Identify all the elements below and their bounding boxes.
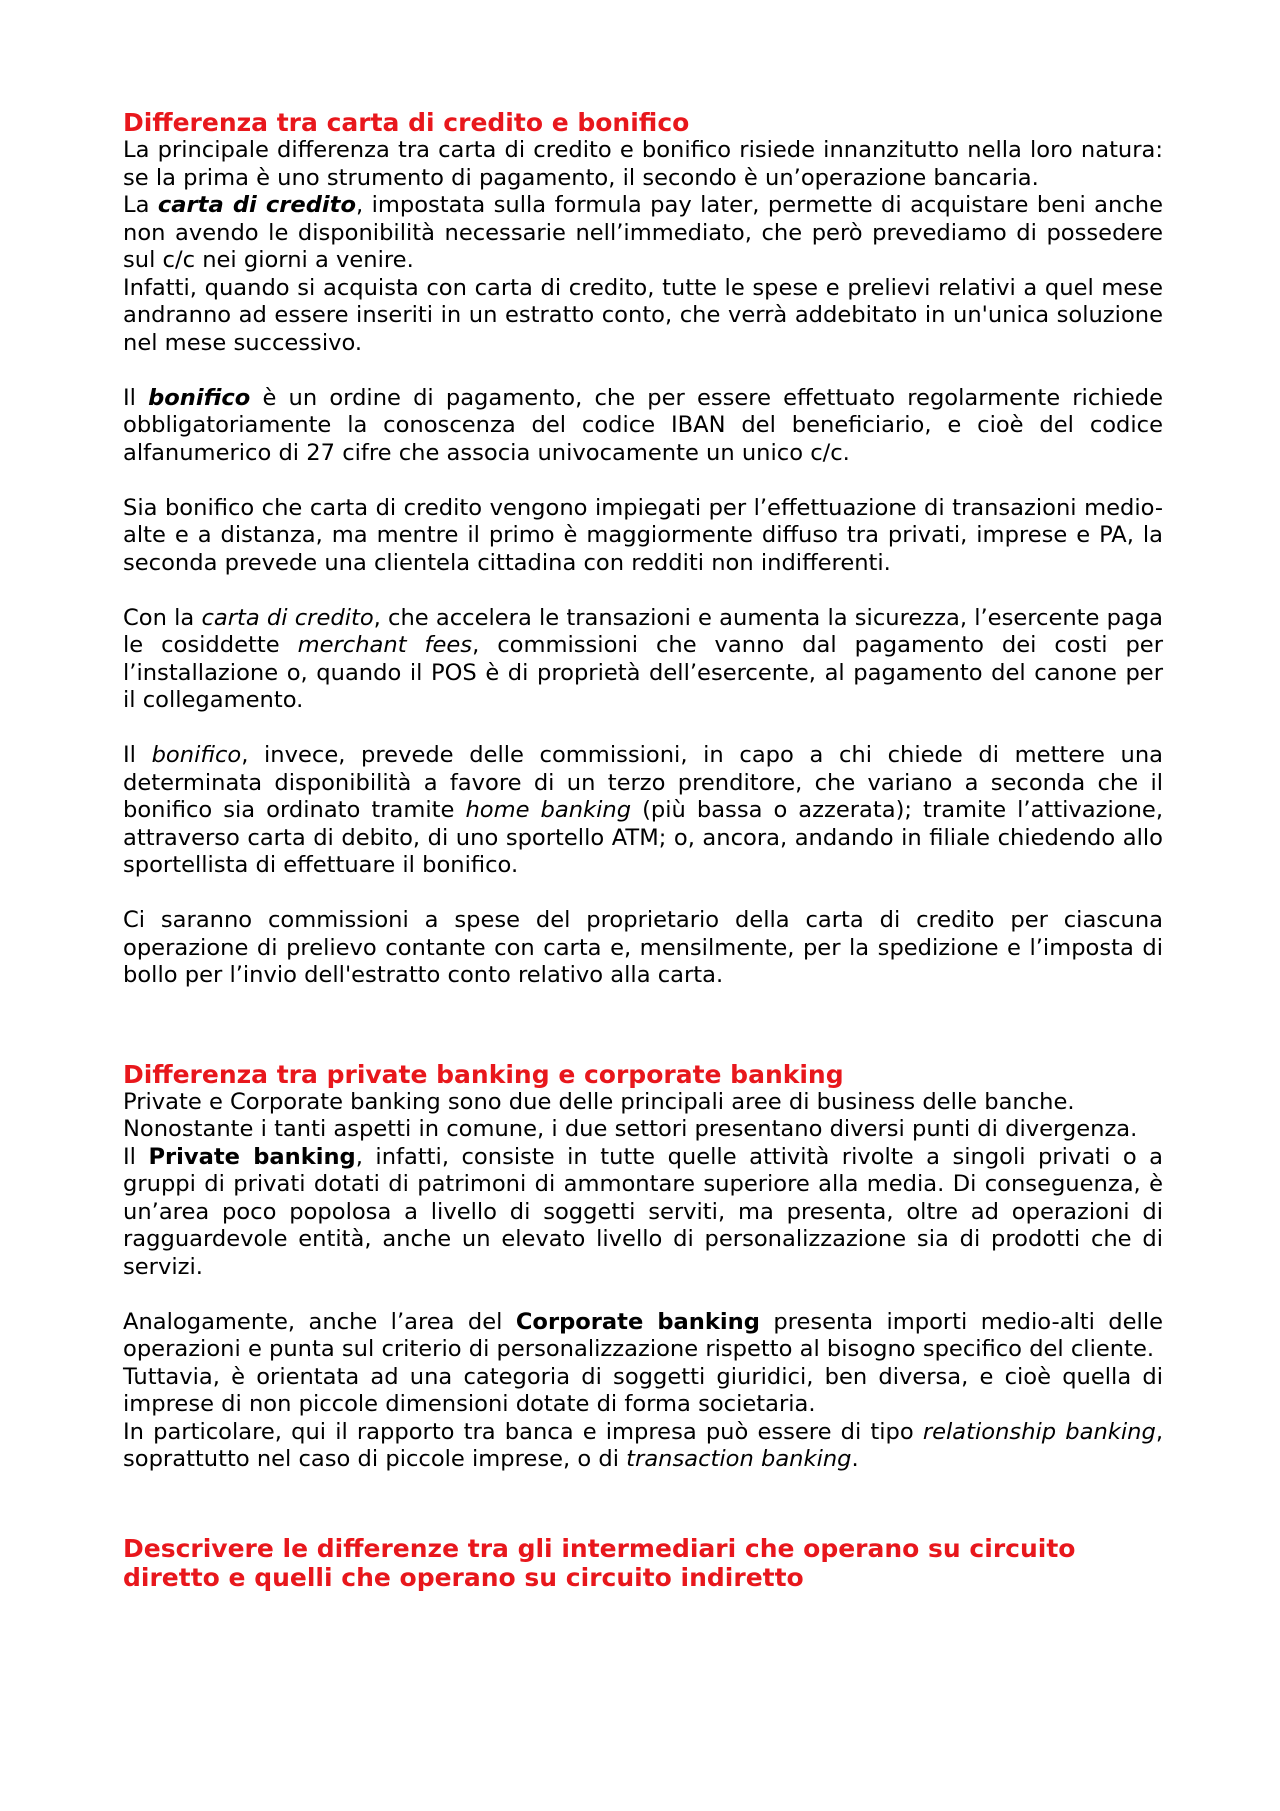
italic-term: relationship banking: [922, 1418, 1156, 1445]
text-run: Con la: [123, 604, 202, 631]
bold-term: Corporate banking: [515, 1308, 760, 1335]
text-run: Il: [123, 1143, 149, 1170]
text-run: Il: [123, 384, 149, 411]
bold-term: Private banking: [148, 1143, 356, 1170]
paragraph: Nonostante i tanti aspetti in comune, i due settori presentano diversi punti di divergenza.: [123, 1116, 1138, 1142]
paragraph: [123, 742, 1163, 880]
italic-term: home banking: [465, 797, 632, 823]
paragraph: [123, 1419, 1163, 1474]
paragraph: Sia bonifico che carta di credito vengono impiegati per l’effettuazione di transazioni medio-alte e a distanza, ma mentre il primo è maggiormente diffuso tra privati, imprese e PA, la seconda prevede una clientela cittadina con redditi non indifferenti.: [123, 494, 1163, 576]
text-run: In particolare, qui il rapporto tra banca e impresa può essere di tipo: [123, 1418, 923, 1445]
text-run: Il: [123, 742, 152, 768]
italic-term: carta di credito: [201, 604, 374, 631]
italic-term: transaction banking: [626, 1446, 852, 1472]
paragraph: [123, 1309, 1163, 1364]
paragraph: [123, 385, 1163, 468]
text-run: , che accelera le transazioni e aumenta la sicurezza, l’esercente paga le cosiddette: [123, 604, 1164, 658]
text-run: , infatti, consiste in tutte quelle attività rivolte a singoli privati o a gruppi di privati dotati di patrimoni di ammontare superiore alla media. Di conseguenza, è un’area poco popolosa a livello di soggetti serviti, ma presenta, oltre ad operazioni di ragguardevole entità, anche un elevato livello di personalizzazione sia di prodotti che di servizi.: [123, 1143, 1164, 1280]
section-title-direct-vs-indirect-circuit: Descrivere le differenze tra gli intermediari che operano su circuito diretto e quelli che operano su circuito indiretto: [123, 1533, 1076, 1592]
text-run: è un ordine di pagamento, che per essere effettuato regolarmente richiede obbligatoriamente la conoscenza del codice IBAN del beneficiario, e cioè del codice alfanumerico di 27 cifre che associa univocamente un unico c/c.: [123, 384, 1163, 466]
text-run: presenta importi medio-alti delle operazioni e punta sul criterio di personalizzazione rispetto al bisogno specifico del cliente.: [123, 1308, 1163, 1362]
text-run: .: [851, 1446, 859, 1472]
paragraph: [123, 1144, 1163, 1282]
italic-term: merchant fees: [297, 632, 473, 658]
paragraph: Ci saranno commissioni a spese del proprietario della carta di credito per ciascuna operazione di prelievo contante con carta e, mensilmente, per la spedizione e l’imposta di bollo per l’invio dell'estratto conto relativo alla carta.: [123, 907, 1163, 988]
text-run: , impostata sulla formula pay later, permette di acquistare beni anche non avendo le disponibilità necessarie nell’immediato, che però prevediamo di possedere sul c/c nei giorni a venire.: [123, 192, 1163, 273]
document-page: [123, 108, 1163, 1592]
text-run: La: [123, 192, 158, 218]
italic-term: bonifico: [151, 742, 242, 768]
paragraph: [123, 605, 1163, 715]
section-title-credit-card-vs-transfer: Differenza tra carta di credito e bonifico: [123, 108, 690, 137]
paragraph: Infatti, quando si acquista con carta di credito, tutte le spese e prelievi relativi a quel mese andranno ad essere inseriti in un estratto conto, che verrà addebitato in un'unica soluzione nel mese successivo.: [123, 274, 1163, 356]
section-title-private-vs-corporate: Differenza tra private banking e corporate banking: [123, 1059, 844, 1089]
emphasis-term: carta di credito: [157, 192, 356, 218]
paragraph: Tuttavia, è orientata ad una categoria di soggetti giuridici, ben diversa, e cioè quella di imprese di non piccole dimensioni dotate di forma societaria.: [123, 1363, 1163, 1417]
text-run: , soprattutto nel caso di piccole imprese, o di: [123, 1418, 1164, 1472]
paragraph: [123, 192, 1163, 275]
paragraph: La principale differenza tra carta di credito e bonifico risiede innanzitutto nella loro natura: se la prima è uno strumento di pagamento, il secondo è un’operazione bancaria.: [123, 137, 1163, 191]
text-run: , invece, prevede delle commissioni, in capo a chi chiede di mettere una determinata disponibilità a favore di un terzo prenditore, che variano a seconda che il bonifico sia ordinato tramite: [123, 742, 1164, 823]
text-run: , commissioni che vanno dal pagamento dei costi per l’installazione o, quando il POS è di proprietà dell’esercente, al pagamento del canone per il collegamento.: [123, 632, 1163, 713]
text-run: Analogamente, anche l’area del: [123, 1308, 516, 1335]
text-run: (più bassa o azzerata); tramite l’attivazione, attraverso carta di debito, di uno sportello ATM; o, ancora, andando in filiale chiedendo allo sportellista di effettuare il bonifico.: [123, 797, 1163, 878]
emphasis-term: bonifico: [148, 384, 251, 411]
paragraph: Private e Corporate banking sono due delle principali aree di business delle banche.: [123, 1088, 1075, 1115]
